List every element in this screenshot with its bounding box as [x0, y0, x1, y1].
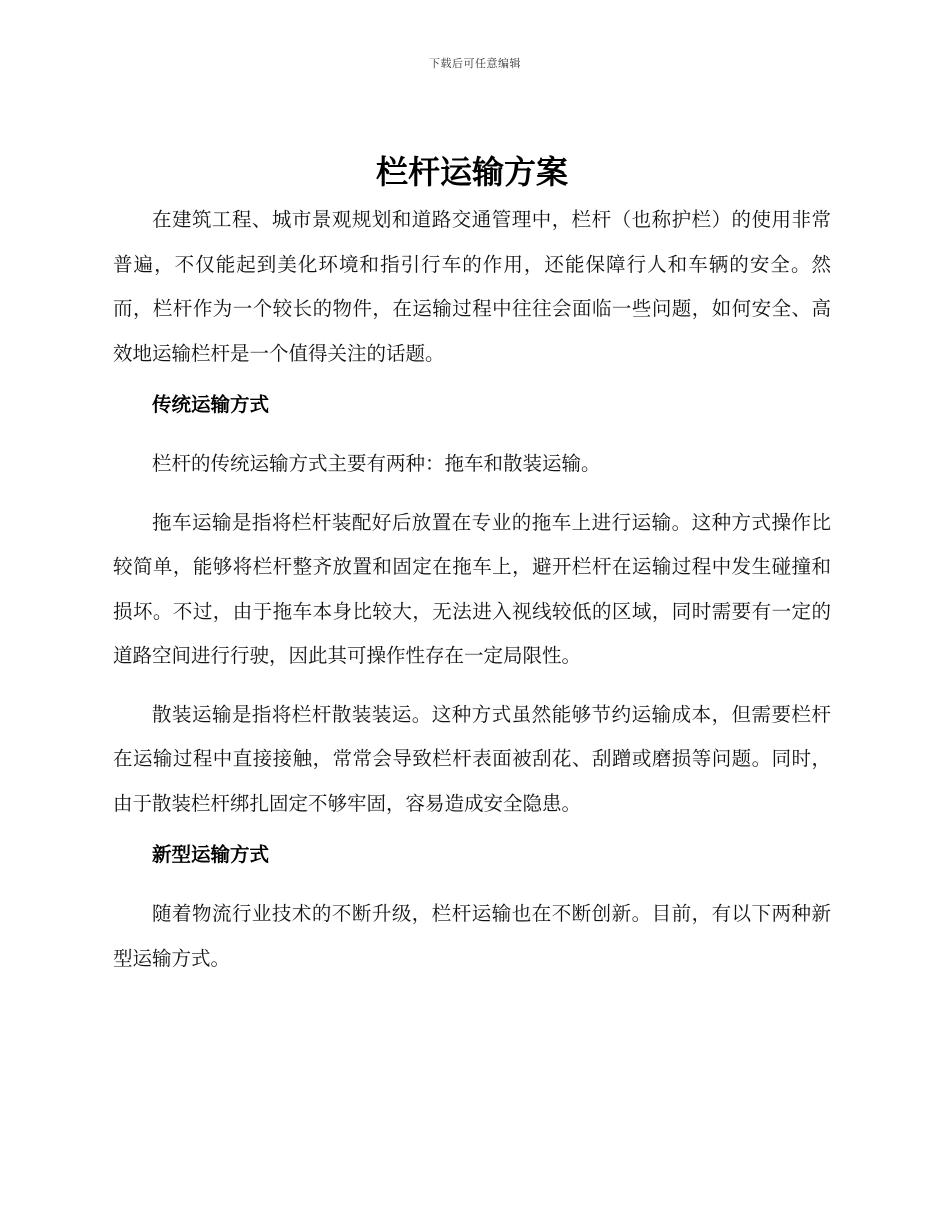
- paragraph-traditional-intro: 栏杆的传统运输方式主要有两种：拖车和散装运输。: [152, 452, 601, 475]
- header-note: 下载后可任意编辑: [429, 57, 521, 70]
- paragraph-bulk: 散装运输是指将栏杆散装装运。这种方式虽然能够节约运输成本，但需要栏杆在运输过程中直接接触，常常会导致栏杆表面被刮花、刮蹭或磨损等问题。同时，由于散装栏杆绑扎固定不够牢固，容易造成安全隐患。: [113, 702, 831, 815]
- paragraph-new-intro: 随着物流行业技术的不断升级，栏杆运输也在不断创新。目前，有以下两种新型运输方式。: [113, 902, 831, 970]
- paragraph-intro: 在建筑工程、城市景观规划和道路交通管理中，栏杆（也称护栏）的使用非常普遍，不仅能起到美化环境和指引行车的作用，还能保障行人和车辆的安全。然而，栏杆作为一个较长的物件，在运输过程中往往会面临一些问题，如何安全、高效地运输栏杆是一个值得关注的话题。: [113, 208, 831, 365]
- section-heading-new: 新型运输方式: [152, 843, 270, 866]
- paragraph-trailer: 拖车运输是指将栏杆装配好后放置在专业的拖车上进行运输。这种方式操作比较简单，能够将栏杆整齐放置和固定在拖车上，避开栏杆在运输过程中发生碰撞和损坏。不过，由于拖车本身比较大，无法进入视线较低的区域，同时需要有一定的道路空间进行行驶，因此其可操作性存在一定局限性。: [113, 510, 831, 667]
- document-body: [113, 150, 831, 995]
- section-heading-traditional: 传统运输方式: [152, 393, 270, 416]
- document-title: 栏杆运输方案: [375, 153, 568, 191]
